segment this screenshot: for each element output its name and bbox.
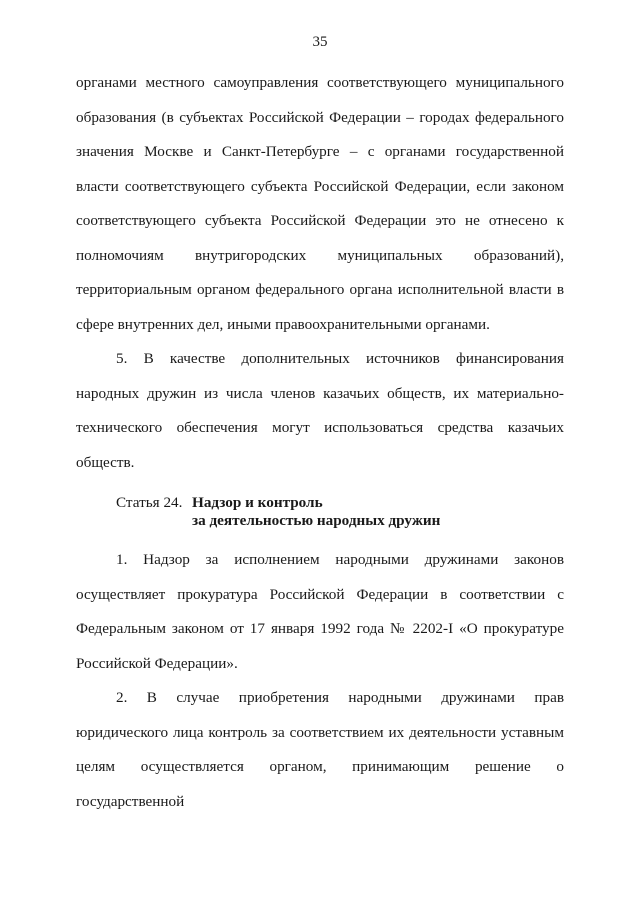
paragraph-item-5: 5. В качестве дополнительных источников финансирования народных дружин из числа членов казачьих обществ, их материально-технического обеспечения могут использоваться средства казачьих обществ. bbox=[76, 350, 564, 471]
article-title bbox=[192, 494, 440, 530]
document-body-top bbox=[76, 66, 564, 480]
article-heading bbox=[116, 494, 440, 530]
article-label: Статья 24. bbox=[116, 494, 183, 511]
paragraph-item-1: 1. Надзор за исполнением народными дружинами законов осуществляет прокуратура Российской Федерации в соответствии с Федеральным законом от 17 января 1992 года № 2202-I «О прокуратуре Российской Федерации». bbox=[76, 551, 564, 672]
paragraph-continuation: органами местного самоуправления соответствующего муниципального образования (в субъектах Российской Федерации – городах федерального значения Москве и Санкт-Петербурге – с органами государственной власти соответствующего субъекта Российской Федерации, если законом соответствующего субъекта Российской Федерации это не отнесено к полномочиям внутригородских муниципальных образований), территориальным органом федерального органа исполнительной власти в сфере внутренних дел, иными правоохранительными органами. bbox=[76, 74, 564, 333]
page-number: 35 bbox=[312, 34, 328, 50]
paragraph-item-2: 2. В случае приобретения народными дружинами прав юридического лица контроль за соответствием их деятельности уставным целям осуществляется органом, принимающим решение о государственной bbox=[76, 689, 564, 810]
article-title-line1: Надзор и контроль bbox=[192, 494, 323, 511]
article-title-line2: за деятельностью народных дружин bbox=[192, 512, 441, 529]
document-body-bottom bbox=[76, 543, 564, 819]
